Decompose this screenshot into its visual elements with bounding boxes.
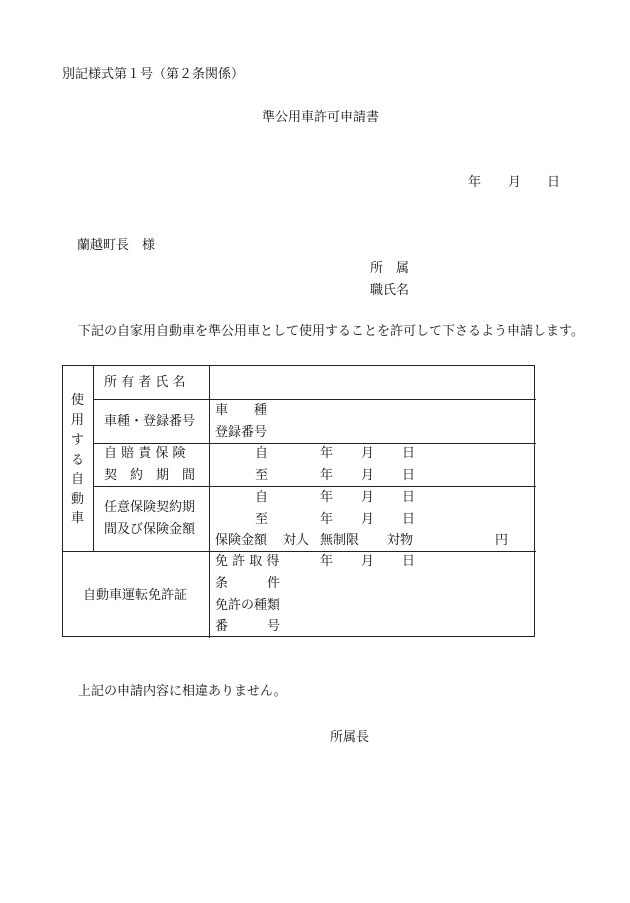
divider-row-4	[63, 551, 536, 552]
cali-label-line1: 自 賠 責 保 険	[104, 446, 186, 461]
affiliation-label: 所 属	[370, 261, 410, 276]
registration-number-label: 登録番号	[215, 425, 268, 440]
voluntary-from-label: 自	[255, 490, 269, 505]
license-acquired-label: 免 許 取 得	[215, 554, 280, 569]
vehicle-char: 用	[71, 413, 85, 428]
voluntary-from-year: 年	[320, 490, 334, 505]
cali-from-label: 自	[255, 446, 269, 461]
cali-from-month: 月	[361, 446, 375, 461]
name-label: 職氏名	[370, 283, 410, 298]
divider-row-3	[93, 486, 536, 487]
cali-to-year: 年	[320, 468, 334, 483]
license-month: 月	[361, 554, 375, 569]
cali-from-year: 年	[320, 446, 334, 461]
cali-to-label: 至	[255, 468, 269, 483]
vehicle-char: す	[71, 433, 85, 448]
drivers-license-label: 自動車運転免許証	[83, 588, 188, 603]
voluntary-to-year: 年	[320, 512, 334, 527]
voluntary-label-line1: 任意保険契約期	[104, 500, 196, 515]
department-head-label: 所属長	[330, 730, 370, 745]
cali-label-line2: 契 約 期 間	[104, 468, 196, 483]
license-number-label: 番 号	[215, 619, 281, 634]
divider-label-col	[209, 366, 210, 638]
addressee: 蘭越町長 様	[77, 238, 156, 253]
cali-to-day: 日	[402, 468, 416, 483]
bodily-injury-value: 無制限	[320, 533, 360, 548]
confirmation-statement: 上記の申請内容に相違ありません。	[78, 684, 287, 699]
voluntary-to-month: 月	[361, 512, 375, 527]
car-type-label: 車 種	[215, 403, 268, 418]
yen-unit: 円	[495, 533, 509, 548]
document-title: 準公用車許可申請書	[262, 110, 380, 125]
application-table	[62, 365, 535, 637]
date-month-label: 月	[508, 175, 522, 190]
voluntary-to-day: 日	[402, 512, 416, 527]
divider-row-2	[93, 443, 536, 444]
bodily-injury-label: 対人	[283, 533, 310, 548]
voluntary-label-line2: 間及び保険金額	[104, 522, 196, 537]
voluntary-to-label: 至	[255, 512, 269, 527]
license-type-label: 免許の種類	[215, 598, 281, 613]
owner-name-label: 所 有 者 氏 名	[104, 375, 186, 390]
cali-to-month: 月	[361, 468, 375, 483]
request-statement: 下記の自家用自動車を準公用車として使用することを許可して下さるよう申請します。	[78, 324, 584, 339]
type-registration-label: 車種・登録番号	[104, 414, 196, 429]
conditions-label: 条 件	[215, 576, 281, 591]
insurance-amount-label: 保険金額	[215, 533, 268, 548]
divider-row-1	[93, 399, 536, 400]
license-day: 日	[402, 554, 416, 569]
vehicle-char: 自	[71, 472, 85, 487]
cali-from-day: 日	[402, 446, 416, 461]
voluntary-from-month: 月	[361, 490, 375, 505]
date-day-label: 日	[547, 175, 561, 190]
license-year: 年	[320, 554, 334, 569]
vehicle-char: る	[71, 453, 85, 468]
voluntary-from-day: 日	[402, 490, 416, 505]
vehicle-char: 使	[71, 393, 85, 408]
date-year-label: 年	[468, 175, 482, 190]
form-number-label: 別記様式第１号（第２条関係）	[62, 67, 245, 82]
divider-vehicle-col	[93, 366, 94, 551]
vehicle-char: 車	[71, 511, 85, 526]
vehicle-char: 動	[71, 492, 85, 507]
property-damage-label: 対物	[387, 533, 414, 548]
